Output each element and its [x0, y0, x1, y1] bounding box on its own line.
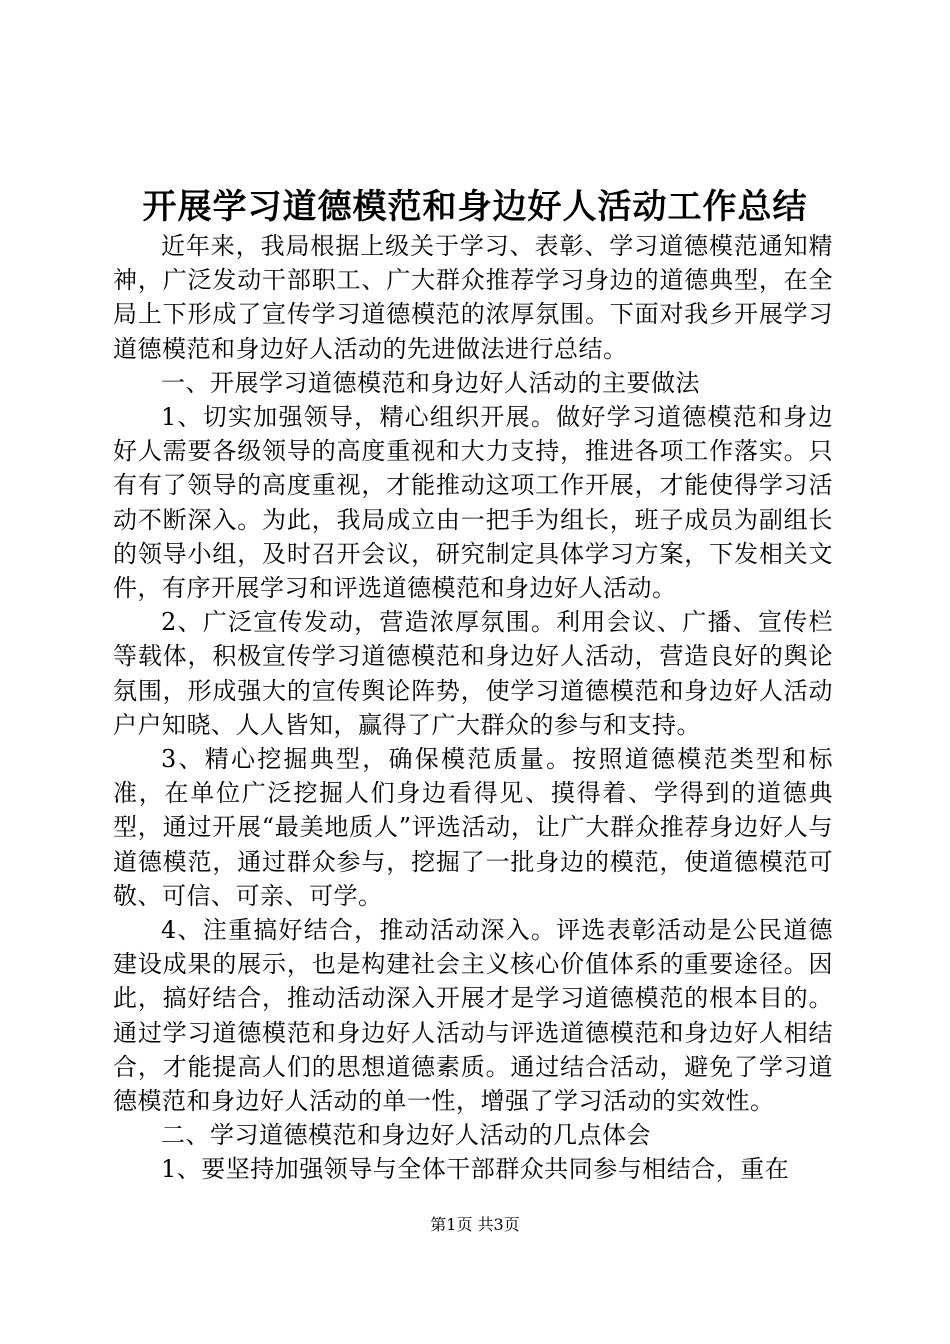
paragraph-item-4: 4、注重搞好结合，推动活动深入。评选表彰活动是公民道德建设成果的展示，也是构建社会主义核心价值体系的重要途径。因此，搞好结合，推动活动深入开展才是学习道德模范的根本目的。通过学习道德模范和身边好人活动与评选道德模范和身边好人相结合，才能提高人们的思想道德素质。通过结合活动，避免了学习道德模范和身边好人活动的单一性，增强了学习活动的实效性。 — [113, 916, 833, 1116]
document-title: 开展学习道德模范和身边好人活动工作总结 — [142, 187, 808, 227]
paragraph-item-1: 1、切实加强领导，精心组织开展。做好学习道德模范和身边好人需要各级领导的高度重视和大力支持，推进各项工作落实。只有有了领导的高度重视，才能推动这项工作开展，才能使得学习活动不断深入。为此，我局成立由一把手为组长，班子成员为副组长的领导小组，及时召开会议，研究制定具体学习方案，下发相关文件，有序开展学习和评选道德模范和身边好人活动。 — [113, 403, 833, 603]
paragraph-intro: 近年来，我局根据上级关于学习、表彰、学习道德模范通知精神，广泛发动干部职工、广大群众推荐学习身边的道德典型，在全局上下形成了宣传学习道德模范的浓厚氛围。下面对我乡开展学习道德模范和身边好人活动的先进做法进行总结。 — [113, 232, 833, 363]
document-body — [113, 229, 833, 1187]
section-heading-2: 二、学习道德模范和身边好人活动的几点体会 — [161, 1121, 651, 1150]
page-footer: 第1页 共3页 — [430, 1215, 520, 1234]
paragraph-item-3: 3、精心挖掘典型，确保模范质量。按照道德模范类型和标准，在单位广泛挖掘人们身边看得见、摸得着、学得到的道德典型，通过开展“最美地质人”评选活动，让广大群众推荐身边好人与道德模范，通过群众参与，挖掘了一批身边的模范，使道德模范可敬、可信、可亲、可学。 — [113, 745, 833, 910]
paragraph-experience-1: 1、要坚持加强领导与全体干部群众共同参与相结合，重在 — [161, 1155, 790, 1184]
paragraph-item-2: 2、广泛宣传发动，营造浓厚氛围。利用会议、广播、宣传栏等载体，积极宣传学习道德模范和身边好人活动，营造良好的舆论氛围，形成强大的宣传舆论阵势，使学习道德模范和身边好人活动户户知晓、人人皆知，赢得了广大群众的参与和支持。 — [113, 608, 833, 739]
section-heading-1: 一、开展学习道德模范和身边好人活动的主要做法 — [161, 368, 700, 397]
